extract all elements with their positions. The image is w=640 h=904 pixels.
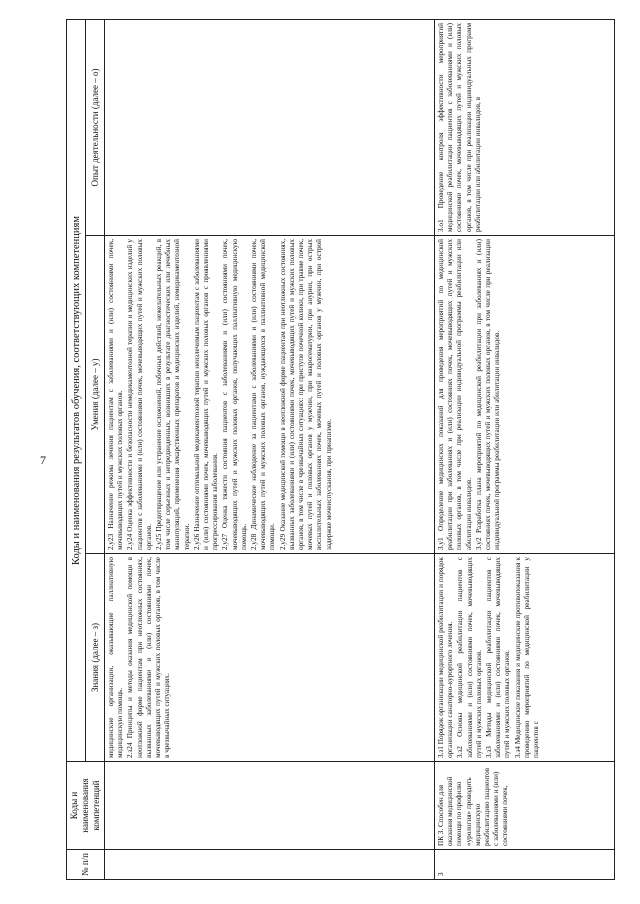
row2-experience xyxy=(435,19,615,235)
competency-table xyxy=(66,19,615,880)
table-row xyxy=(435,19,615,879)
row2-num: 3 xyxy=(435,850,615,880)
col-code-header: Коды и наименования компетенций xyxy=(67,762,105,850)
skill-item: 3.у2 Разработка плана мероприятий по медицинской реабилитации при заболеваниях и (или) состояниях почек, мочевыводящих путей и мужских половых органов, в том числе при реализации индивидуальной программы реабилитации или абилитации инвалидов. xyxy=(474,239,502,550)
row2-code: ПК 3. Способен для оказания медицинской помощи по профилю «урология» проводить медицинскую реабилитацию пациентов с заболеваниями и (или) состояниями почек, xyxy=(435,762,615,850)
knowledge-item: 3.з3 Методы медицинской реабилитации пациентов с заболеваниями и (или) состояниями почек, мочевыводящих путей и мужских половых органов. xyxy=(485,557,512,758)
skill-item: 2.у24 Оценка эффективности и безопасности немедикаментозной терапии и медицинских изделий у пациентов с заболеваниями и (или) состояниями почек, мочевыводящих путей и мужских половых органов. xyxy=(126,239,153,550)
skill-item: 3.у1 Определение медицинских показаний для проведения мероприятий по медицинской реабилитации при заболеваниях и (или) состояниях почек, мочевыводящих путей и мужских половых органов, в том числе при реализации индивидуальной программы реабилитации или абилитации инвалидов. xyxy=(437,239,473,550)
skill-item: 2.у23 Назначение режима лечения пациентам с заболеваниями и (или) состояниями почек, мочевыводящих путей и мужских половых органов. xyxy=(107,239,125,550)
knowledge-item: 2.з24 Принципы и методы оказания медицинской помощи в неотложной форме пациентам при неотложных состояниях, вызванных заболеваниями и (или) состояниями почек, мочевыводящих путей и мужских половых органов, в том числе в чрезвычайных ситуациях. xyxy=(126,557,172,758)
row1-knowledge xyxy=(105,554,435,762)
col-experience-header: Опыт деятельности (далее – о) xyxy=(86,19,105,235)
header-row-2 xyxy=(86,19,105,879)
table-row xyxy=(105,19,435,879)
header-row-1 xyxy=(67,19,86,879)
row1-code xyxy=(105,762,435,850)
col-skills-header: Умения (далее – у) xyxy=(86,236,105,554)
experience-item: 3.о1 Проведение контроля эффективности мероприятий медицинской реабилитации пациентов с заболеваниями и (или) состояниями почек, мочевыводящих путей и мужских половых органов, в том числе при реализации индивидуальных программ реабилитации или абилитации инвалидов, в xyxy=(437,22,482,232)
competency-table-sheet xyxy=(66,20,626,880)
col-num-header: № п/п xyxy=(67,850,105,880)
knowledge-item: 3.з2 Основы медицинской реабилитации пациентов с заболеваниями и (или) состояниями почек, мочевыводящих путей и мужских половых органов. xyxy=(456,557,483,758)
knowledge-item: 3.з4 Медицинские показания и медицинские противопоказания к проведению мероприятий по медицинской реабилитации у пациентов с xyxy=(513,557,541,758)
knowledge-item: 3.з1 Порядок организации медицинской реабилитации и порядок организации санаторно-курортного лечения. xyxy=(437,557,455,758)
main-header: Коды и наименования результатов обучения, соответствующих компетенциям xyxy=(67,19,86,761)
row2-skills xyxy=(435,236,615,554)
rotated-table-wrapper xyxy=(66,20,626,880)
skill-item: 2.у28 Динамическое наблюдение за пациентами с заболеваниями и (или) состояниями почек, мочевыводящих путей и мужских половых органов, нуждающихся в паллиативной медицинской помощи. xyxy=(250,239,277,550)
knowledge-item: медицинские организации, оказывающие паллиативную медицинскую помощь. xyxy=(107,557,125,758)
page-number: 7 xyxy=(40,453,46,467)
row1-num xyxy=(105,850,435,880)
skill-item: 2.у27 Оценка тяжести состояния пациентов с заболеваниями и (или) состояниями почек, мочевыводящих путей и мужских половых органов, получающих паллиативную медицинскую помощь. xyxy=(221,239,248,550)
skill-item: 2.у25 Предотвращение или устранение осложнений, побочных действий, нежелательных реакций, в том числе серьезных и непредвиденных, возникших в результате диагностических или лечебных манипуляций, применения лекарственных препаратов и медицинских изделий, немедикаментозной терапии. xyxy=(155,239,191,550)
row1-skills xyxy=(105,236,435,554)
row2-knowledge xyxy=(435,554,615,762)
skill-item: 2.у26 Назначение оптимальной медикаментозной терапии неизлечимым пациентам с заболеваниями и (или) состояниями почек, мочевыводящих путей и мужских половых органов с проявлениями прогрессирования заболевания. xyxy=(192,239,220,550)
col-knowledge-header: Знания (далее – з) xyxy=(86,554,105,762)
row1-experience xyxy=(105,19,435,235)
skill-item: 2.у29 Оказание медицинской помощи в неотложной форме пациентам при неотложных состояниях, вызванных заболеваниями и (или) состояниями почек, мочевыводящих путей и мужских половых органов, в том числе в чрезвычайных ситуациях: при приступе почечной колики, при травме почек, мочевых путей и половых органов у мужчин, при макрогематурии, при анурии, при острых воспалительных заболеваниях почек, мочевых путей и половых органов у мужчин, при острой задержке мочеиспускания, при приапизме. xyxy=(278,239,333,550)
